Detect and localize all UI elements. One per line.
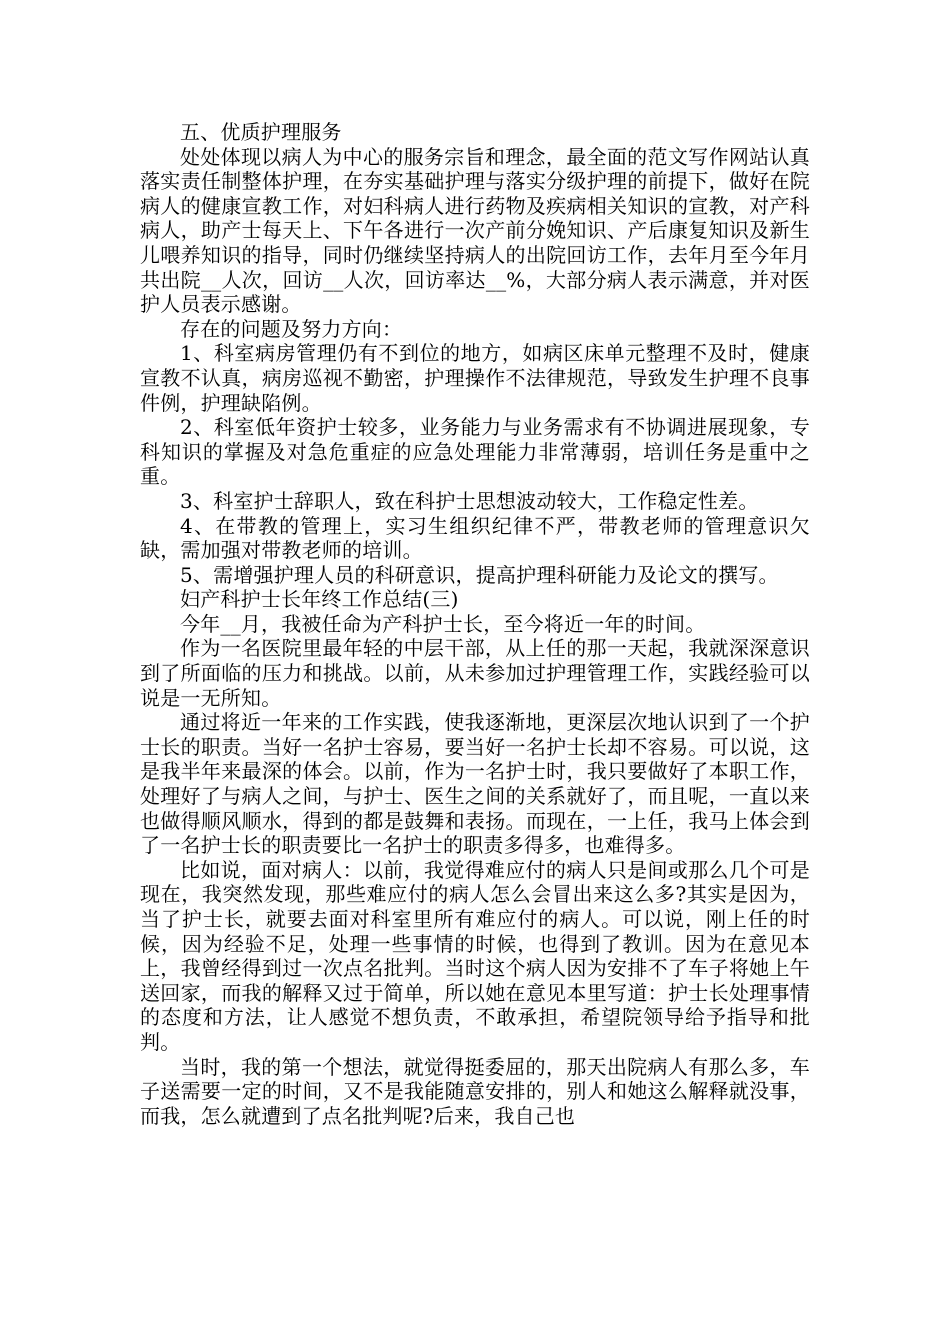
section-heading: 存在的问题及努力方向： — [180, 316, 403, 341]
document-body — [140, 120, 810, 1128]
list-item: 2、科室低年资护士较多，业务能力与业务需求有不协调进展现象，专科知识的掌握及对急危重症的应急处理能力非常薄弱，培训任务是重中之重。 — [140, 415, 810, 489]
document-title: 妇产科护士长年终工作总结(三) — [180, 587, 459, 612]
paragraph: 今年__月，我被任命为产科护士长，至今将近一年的时间。 — [180, 611, 706, 636]
paragraph: 比如说，面对病人：以前，我觉得难应付的病人只是间或那么几个可是现在，我突然发现，那些难应付的病人怎么会冒出来这么多?其实是因为，当了护士长，就要去面对科室里所有难应付的病人。可以说，刚上任的时候，因为经验不足，处理一些事情的时候，也得到了教训。因为在意见本上，我曾经得到过一次点名批判。当时这个病人因为安排不了车子将她上午送回家，而我的解释又过于简单，所以她在意见本里写道：护士长处理事情的态度和方法，让人感觉不想负责，不敢承担，希望院领导给予指导和批判。 — [140, 857, 810, 1054]
paragraph: 当时，我的第一个想法，就觉得挺委屈的，那天出院病人有那么多，车子送需要一定的时间，又不是我能随意安排的，别人和她这么解释就没事，而我，怎么就遭到了点名批判呢?后来，我自己也 — [140, 1054, 810, 1128]
paragraph: 作为一名医院里最年轻的中层干部，从上任的那一天起，我就深深意识到了所面临的压力和挑战。以前，从未参加过护理管理工作，实践经验可以说是一无所知。 — [140, 636, 810, 710]
list-item: 4、在带教的管理上，实习生组织纪律不严，带教老师的管理意识欠缺，需加强对带教老师的培训。 — [140, 513, 810, 563]
list-item: 1、科室病房管理仍有不到位的地方，如病区床单元整理不及时，健康宣教不认真，病房巡视不勤密，护理操作不法律规范，导致发生护理不良事件例，护理缺陷例。 — [140, 341, 810, 415]
list-item: 3、科室护士辞职人，致在科护士思想波动较大，工作稳定性差。 — [180, 488, 759, 513]
section-heading: 五、优质护理服务 — [180, 120, 342, 144]
paragraph: 处处体现以病人为中心的服务宗旨和理念，最全面的范文写作网站认真落实责任制整体护理，在夯实基础护理与落实分级护理的前提下，做好在院病人的健康宣教工作，对妇科病人进行药物及疾病相关知识的宣教，对产科病人，助产士每天上、下午各进行一次产前分娩知识、产后康复知识及新生儿喂养知识的指导，同时仍继续坚持病人的出院回访工作，去年月至今年月共出院__人次，回访__人次，回访率达__%，大部分病人表示满意，并对医护人员表示感谢。 — [140, 144, 810, 317]
list-item: 5、需增强护理人员的科研意识，提高护理科研能力及论文的撰写。 — [180, 562, 779, 587]
paragraph: 通过将近一年来的工作实践，使我逐渐地，更深层次地认识到了一个护士长的职责。当好一名护士容易，要当好一名护士长却不容易。可以说，这是我半年来最深的体会。以前，作为一名护士时，我只要做好了本职工作，处理好了与病人之间，与护士、医生之间的关系就好了，而且呢，一直以来也做得顺风顺水，得到的都是鼓舞和表扬。而现在，一上任，我马上体会到了一名护士长的职责要比一名护士的职责多得多，也难得多。 — [140, 710, 810, 858]
